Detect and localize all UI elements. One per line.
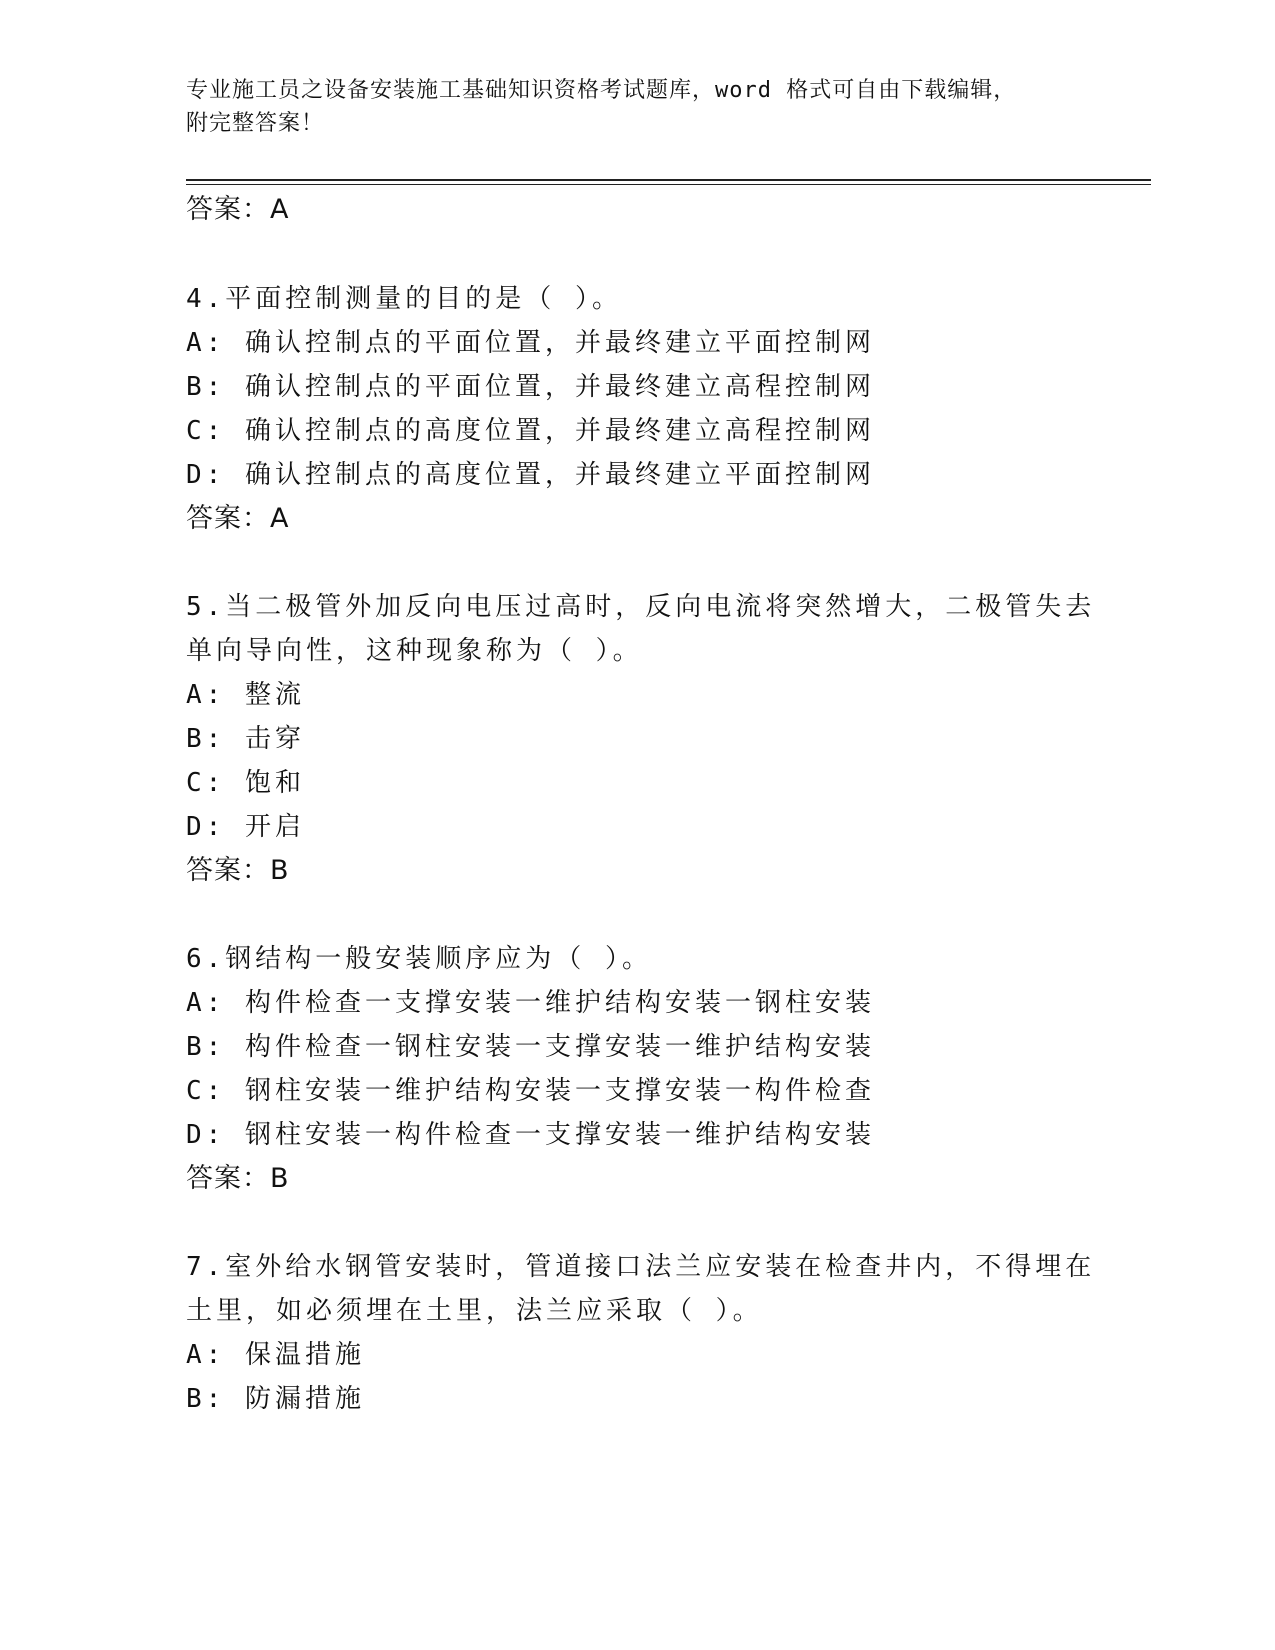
header-line-1: 专业施工员之设备安装施工基础知识资格考试题库，word 格式可自由下载编辑， bbox=[186, 78, 1017, 103]
option-c: C: 饱和 bbox=[186, 768, 305, 798]
option-b: B: 确认控制点的平面位置，并最终建立高程控制网 bbox=[186, 372, 875, 402]
question-stem: 4.平面控制测量的目的是（ ）。 bbox=[186, 284, 622, 314]
option-b: B: 击穿 bbox=[186, 724, 305, 754]
option-a: A: 确认控制点的平面位置，并最终建立平面控制网 bbox=[186, 328, 875, 358]
option-a: A: 构件检查一支撑安装一维护结构安装一钢柱安装 bbox=[186, 988, 875, 1018]
question-stem-line-1: 5.当二极管外加反向电压过高时，反向电流将突然增大，二极管失去 bbox=[186, 592, 1096, 622]
option-d: D: 确认控制点的高度位置，并最终建立平面控制网 bbox=[186, 460, 875, 490]
option-a: A: 整流 bbox=[186, 680, 305, 710]
header-line-2: 附完整答案！ bbox=[186, 111, 325, 136]
option-c: C: 确认控制点的高度位置，并最终建立高程控制网 bbox=[186, 416, 875, 446]
document-header bbox=[186, 74, 1066, 140]
question-stem-line-2: 土里，如必须埋在土里，法兰应采取（ ）。 bbox=[186, 1296, 763, 1326]
header-rule-thick bbox=[186, 179, 1151, 181]
option-d: D: 钢柱安装一构件检查一支撑安装一维护结构安装 bbox=[186, 1120, 875, 1150]
question-stem: 6.钢结构一般安装顺序应为（ ）。 bbox=[186, 944, 652, 974]
option-b: B: 防漏措施 bbox=[186, 1384, 365, 1414]
answer: 答案：B bbox=[186, 1163, 290, 1194]
option-b: B: 构件检查一钢柱安装一支撑安装一维护结构安装 bbox=[186, 1032, 875, 1062]
option-a: A: 保温措施 bbox=[186, 1340, 365, 1370]
header-rule-thin bbox=[186, 184, 1151, 185]
answer: 答案：B bbox=[186, 855, 290, 886]
question-stem-line-2: 单向导向性，这种现象称为（ ）。 bbox=[186, 636, 643, 666]
option-c: C: 钢柱安装一维护结构安装一支撑安装一构件检查 bbox=[186, 1076, 875, 1106]
option-d: D: 开启 bbox=[186, 812, 305, 842]
question-stem-line-1: 7.室外给水钢管安装时，管道接口法兰应安装在检查井内，不得埋在 bbox=[186, 1252, 1096, 1282]
answer: 答案：A bbox=[186, 503, 290, 534]
previous-answer: 答案：A bbox=[186, 194, 290, 225]
